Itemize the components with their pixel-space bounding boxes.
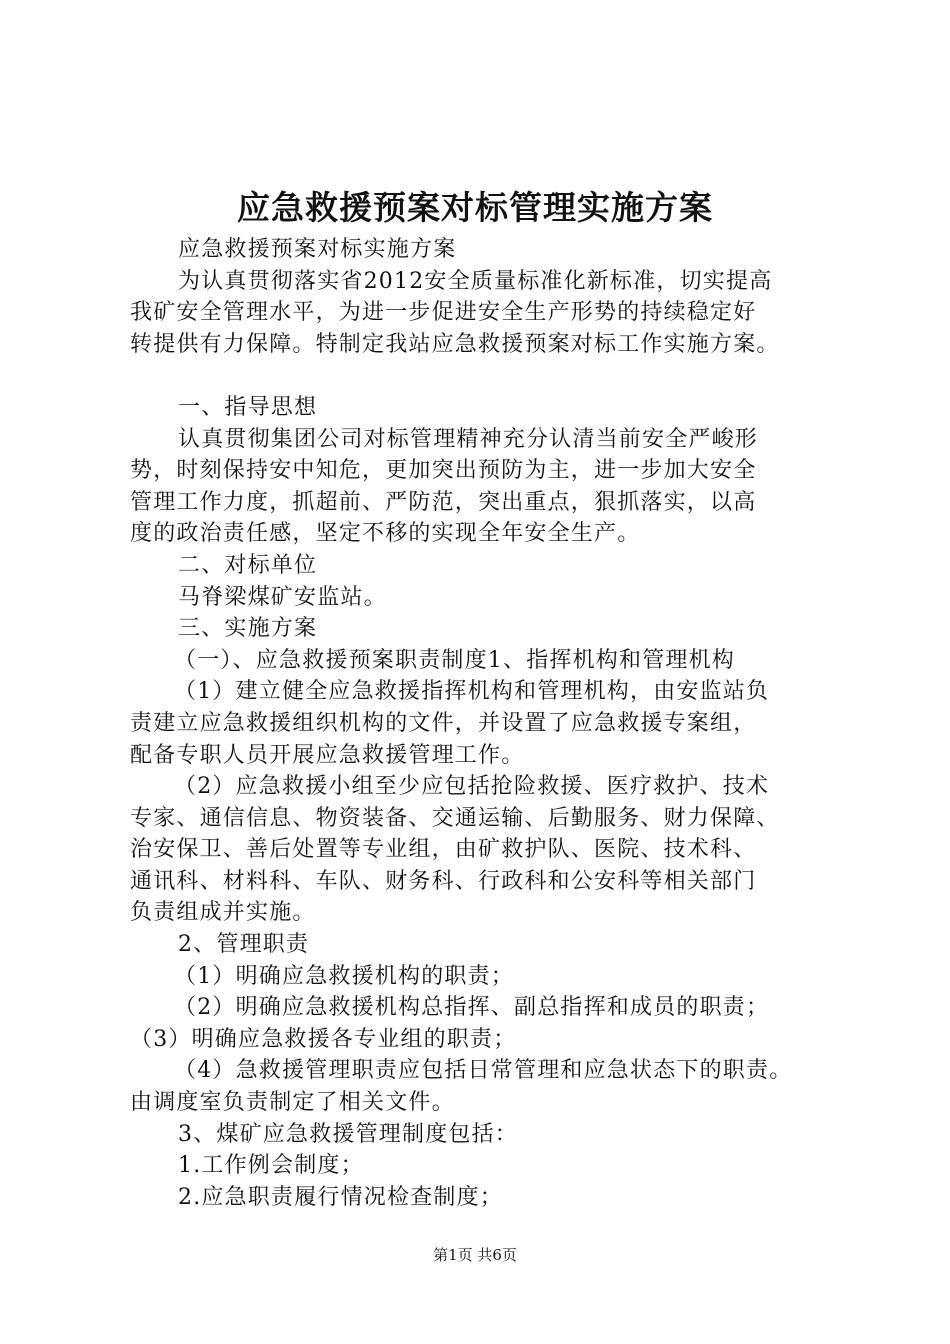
blank-line [130,360,830,392]
paragraph-line: 由调度室负责制定了相关文件。 [130,1090,455,1116]
paragraph-line: 认真贯彻集团公司对标管理精神充分认清当前安全严峻形 [178,426,759,452]
page-footer: 第1页 共6页 [433,1246,517,1264]
paragraph-line: 治安保卫、善后处置等专业组，由矿救护队、医院、技术科、 [130,837,757,863]
paragraph-line: 马脊梁煤矿安监站。 [178,584,387,610]
paragraph-line: （1）建立健全应急救援指挥机构和管理机构，由安监站负 [174,679,770,705]
subsection-heading: 3、煤矿应急救援管理制度包括： [178,1121,518,1147]
paragraph-line: 责建立应急救援组织机构的文件，并设置了应急救援专案组， [130,710,757,736]
list-item: （3）明确应急救援各专业组的职责； [130,1026,517,1052]
paragraph-line: 负责组成并实施。 [130,900,316,926]
paragraph-line: 专家、通信信息、物资装备、交通运输、后勤服务、财力保障、 [130,805,780,831]
subsection-heading: 2、管理职责 [178,932,310,958]
subsection-heading: （一）、应急救援预案职责制度1、指挥机构和管理机构 [174,647,735,673]
list-item: （4）急救援管理职责应包括日常管理和应急状态下的职责。 [174,1058,793,1084]
list-item: （1）明确应急救援机构的职责； [174,963,514,989]
paragraph-line: 配备专职人员开展应急救援管理工作。 [130,742,525,768]
paragraph-line: 通讯科、材料科、车队、财务科、行政科和公安科等相关部门 [130,868,757,894]
list-item: （2）明确应急救援机构总指挥、副总指挥和成员的职责； [174,995,770,1021]
subtitle-line: 应急救援预案对标实施方案 [178,237,457,262]
list-item: 1.工作例会制度； [178,1153,364,1179]
list-item: 2.应急职责履行情况检查制度； [178,1184,503,1210]
document-body [130,234,830,1213]
section-heading-2: 二、对标单位 [178,552,318,578]
section-heading-3: 三、实施方案 [178,616,318,642]
paragraph-line: 势，时刻保持安中知危，更加突出预防为主，进一步加大安全 [130,458,757,484]
paragraph-line: 转提供有力保障。特制定我站应急救援预案对标工作实施方案。 [130,331,780,357]
paragraph-line: （2）应急救援小组至少应包括抢险救援、医疗救护、技术 [174,774,770,800]
paragraph-line: 我矿安全管理水平，为进一步促进安全生产形势的持续稳定好 [130,300,757,326]
paragraph-line: 管理工作力度，抓超前、严防范，突出重点，狠抓落实，以高 [130,489,757,515]
section-heading-1: 一、指导思想 [178,394,318,420]
paragraph-line: 为认真贯彻落实省2012安全质量标准化新标准，切实提高 [178,268,773,294]
paragraph-line: 度的政治责任感，坚定不移的实现全年安全生产。 [130,521,641,547]
document-title: 应急救援预案对标管理实施方案 [237,188,713,227]
